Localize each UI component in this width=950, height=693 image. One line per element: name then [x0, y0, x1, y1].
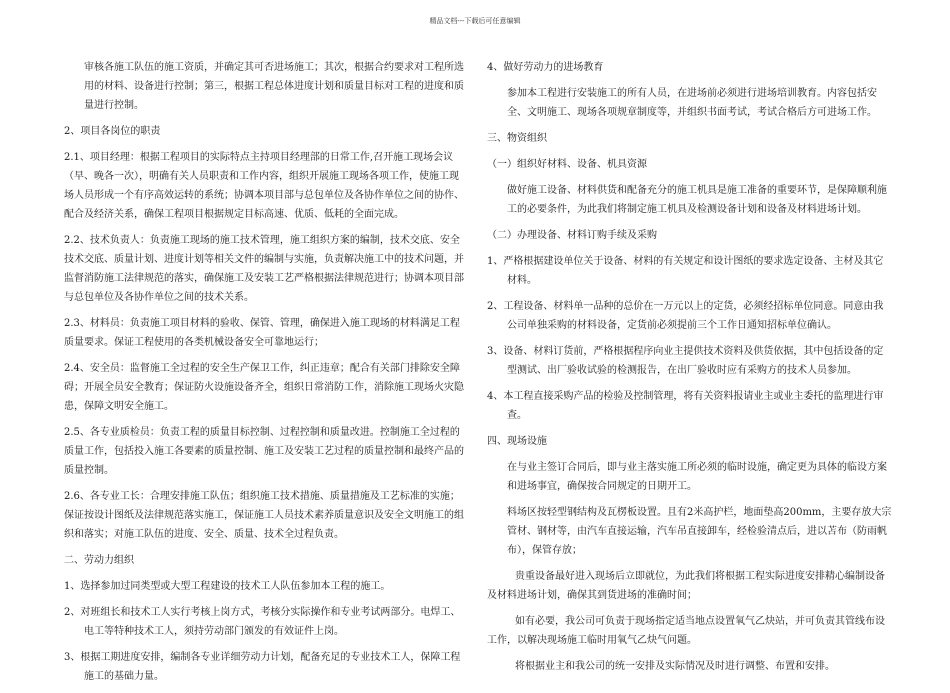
left-paragraph: 1、选择参加过同类型或大型工程建设的技术工人队伍参加本工程的施工。 [64, 581, 391, 592]
left-paragraph: 2.5、各专业质检员：负责工程的质量目标控制、过程控制和质量改进。控制施工全过程的质量工作，包括投入施工各要素的质量控制、施工及安装工艺过程的质量控制和最终产品的质量控制。 [64, 427, 464, 476]
right-paragraph: 如有必要，我公司可负责于现场指定适当地点设置氧气乙炔站，并可负责其管线布设工作，以解决现场施工临时用氧气乙炔气问题。 [487, 616, 885, 646]
left-paragraph: 3、根据工期进度安排，编制各专业详细劳动力计划，配备充足的专业技术工人，保障工程施工的基础力量。 [64, 652, 461, 682]
right-paragraph: 4、本工程直接采购产品的检验及控制管理，将有关资料报请业主或业主委托的监理进行审查。 [487, 391, 884, 421]
right-paragraph: 1、严格根据建设单位关于设备、材料的有关规定和设计图纸的要求选定设备、主材及其它材料。 [487, 256, 884, 286]
left-column [64, 58, 464, 693]
left-paragraph: 2.4、安全员：监督施工全过程的安全生产保卫工作，纠正违章；配合有关部门排除安全障碍；开展全员安全教育；保证防火设施设备齐全，组织日常消防工作，消除施工现场火灾隐患，保障文明安全施工。 [64, 363, 464, 412]
left-paragraph: 审核各施工队伍的施工资质，并确定其可否进场施工；其次，根据合约要求对工程所选用的材料、设备进行控制；第三，根据工程总体进度计划和质量目标对工程的进度和质量进行控制。 [84, 62, 464, 111]
left-paragraph: 2.3、材料员：负责施工项目材料的验收、保管、管理，确保进入施工现场的材料满足工程质量要求。保证工程使用的各类机械设备安全可靠地运行； [64, 318, 460, 348]
right-paragraph: 料场区按轻型钢结构及瓦楞板设置。且有2米高护栏，地面垫高200mm，主要存放大宗管材、钢材等，由汽车直接运输，汽车吊直接卸车，经检验清点后，进以苫布（防雨帆布），保管存放； [507, 507, 892, 556]
right-paragraph: 参加本工程进行安装施工的所有人员，在进场前必须进行进场培训教育。内容包括安全、文明施工、现场各项规章制度等，并组织书面考试，考试合格后方可进场工作。 [507, 88, 877, 118]
left-paragraph: 2.2、技术负责人：负责施工现场的施工技术管理，施工组织方案的编制，技术交底、安全技术交底、质量计划、进度计划等相关文件的编制与实施，负责解决施工中的技术问题，并监督消防施工法律规范的落实，确保施工及安装工艺严格根据法律规范进行；协调本项目部与总包单位及各协作单位之间的技术关系。 [64, 235, 464, 303]
right-paragraph: 在与业主签订合同后，即与业主落实施工所必须的临时设施，确定更为具体的临设方案和进场事宜，确保按合同规定的日期开工。 [507, 462, 887, 492]
right-paragraph: 四、现场设施 [487, 436, 547, 447]
right-paragraph: 4、做好劳动力的进场教育 [487, 62, 604, 73]
page-header: 精品文档---下载后可任意编辑 [429, 17, 521, 25]
right-paragraph: （一）组织好材料、设备、机具资源 [487, 159, 647, 170]
right-paragraph: 将根据业主和我公司的统一安排及实际情况及时进行调整、布置和安排。 [515, 661, 835, 672]
right-paragraph: 贵重设备最好进入现场后立即就位，为此我们将根据工程实际进度安排精心编制设备及材料进场计划，确保其到货进场的准确时间； [487, 571, 885, 601]
left-paragraph: 2.1、项目经理：根据工程项目的实际特点主持项目经理部的日常工作,召开施工现场会议（早、晚各一次），明确有关人员职责和工作内容，组织开展施工现场各项工作，使施工现场人员形成一个有序高效运转的系统；协调本项目部与总包单位及各协作单位之间的协作、配合及经济关系，确保工程项目根据规定目标高速、优质、低耗的全面完成。 [64, 152, 464, 220]
right-column [487, 58, 893, 683]
right-paragraph: 做好施工设备、材料供货和配备充分的施工机具是施工准备的重要环节，是保障顺利施工的必要条件，为此我们将制定施工机具及检测设备计划和设备及材料进场计划。 [507, 185, 887, 215]
left-paragraph: 二、劳动力组织 [64, 555, 134, 566]
right-paragraph: 2、工程设备、材料单一品种的总价在一万元以上的定货，必须经招标单位同意。同意由我公司单独采购的材料设备，定货前必须提前三个工作日通知招标单位确认。 [487, 301, 884, 331]
right-paragraph: 三、物资组织 [487, 133, 547, 144]
left-paragraph: 2.6、各专业工长：合理安排施工队伍；组织施工技术措施、质量措施及工艺标准的实施；保证按设计图纸及法律规范落实施工，保证施工人员技术素养质量意识及安全文明施工的组织和落实；对施工队伍的进度、安全、质量、技术全过程负责。 [64, 491, 464, 540]
left-paragraph: 2、对班组长和技术工人实行考核上岗方式，考核分实际操作和专业考试两部分。电焊工、电工等特种技术工人，须持劳动部门颁发的有效证件上岗。 [64, 607, 461, 637]
right-paragraph: 3、设备、材料订货前，严格根据程序向业主提供技术资料及供货依据，其中包括设备的定型测试、出厂验收试验的检测报告，在出厂验收时应有采购方的技术人员参加。 [487, 346, 884, 376]
right-paragraph: （二）办理设备、材料订购手续及采购 [487, 230, 657, 241]
left-paragraph: 2、项目各岗位的职责 [64, 126, 161, 137]
